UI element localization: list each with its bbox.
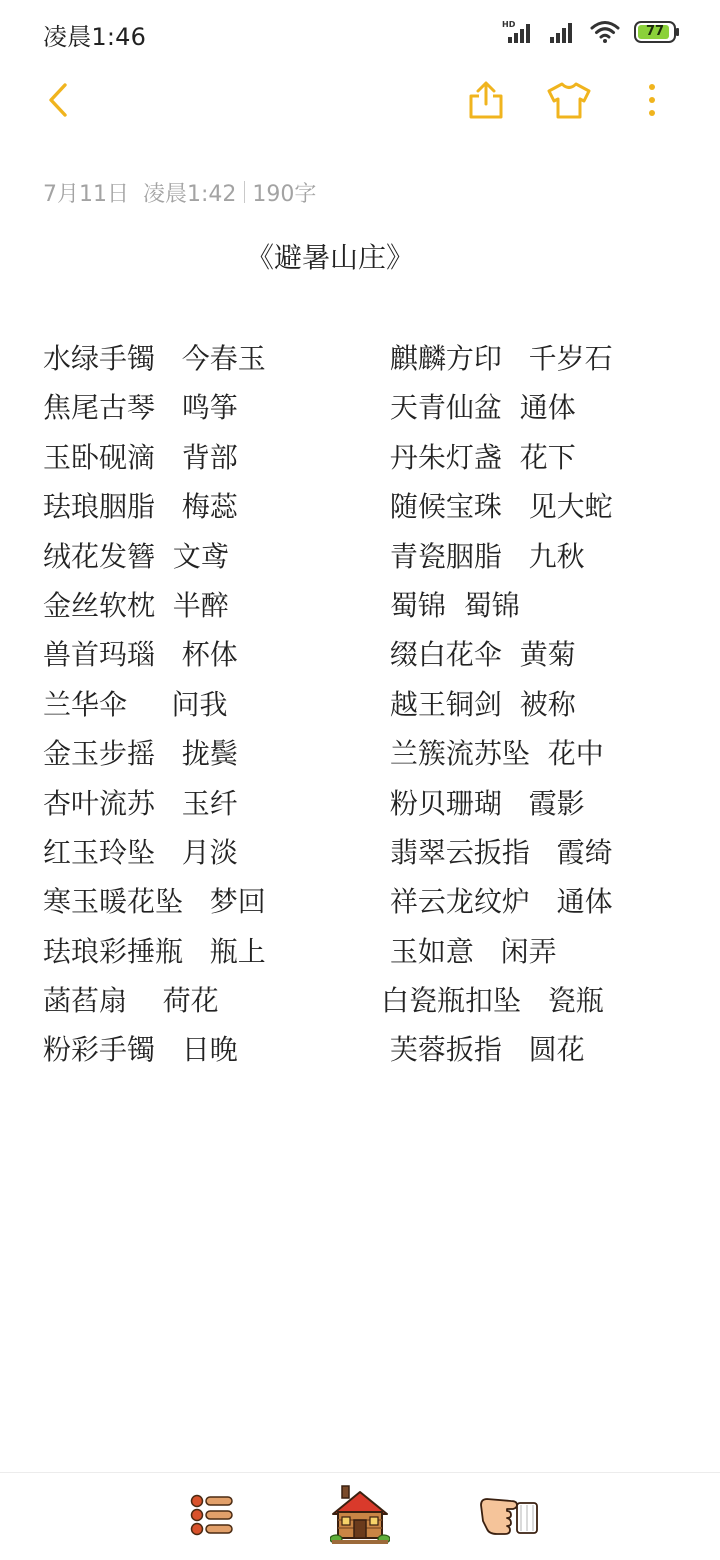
share-icon <box>466 80 506 120</box>
note-word-count: 190字 <box>252 181 317 207</box>
note-date: 7月11日 <box>43 181 129 207</box>
note-line: 越王铜剑 被称 <box>381 687 576 721</box>
theme-shirt-icon <box>547 80 591 120</box>
hd-signal-icon <box>502 19 534 45</box>
note-line: 兰簇流苏坠 花中 <box>381 737 604 771</box>
note-time: 凌晨1:42 <box>143 181 237 207</box>
status-icons <box>502 18 680 46</box>
battery-icon <box>634 21 680 43</box>
note-line: 金丝软枕 半醉 <box>43 588 229 622</box>
note-line: 蜀锦 蜀锦 <box>381 588 520 622</box>
status-time: 凌晨1:46 <box>43 23 147 51</box>
list-button[interactable] <box>180 1483 244 1547</box>
note-line: 绒花发簪 文鸢 <box>43 539 229 573</box>
note-line: 寒玉暖花坠 梦回 <box>43 885 266 919</box>
note-line: 水绿手镯 今春玉 <box>43 342 266 375</box>
back-button[interactable] <box>36 76 84 124</box>
note-line: 粉彩手镯 日晚 <box>43 1033 238 1067</box>
bottom-bar <box>0 1472 720 1560</box>
note-line: 菡萏扇 荷花 <box>43 984 219 1018</box>
back-icon <box>45 82 75 118</box>
theme-button[interactable] <box>545 76 593 124</box>
wifi-icon <box>590 20 620 44</box>
home-button[interactable] <box>328 1483 392 1547</box>
signal-icon <box>548 20 576 44</box>
note-meta <box>43 176 316 208</box>
pointer-button[interactable] <box>476 1483 540 1547</box>
pointing-hand-icon <box>477 1491 539 1539</box>
note-line: 芙蓉扳指 圆花 <box>381 1033 585 1067</box>
note-line: 玉卧砚滴 背部 <box>43 440 238 474</box>
note-line: 红玉玲坠 月淡 <box>43 835 238 869</box>
meta-divider <box>244 181 245 203</box>
battery-level: 77 <box>645 24 665 39</box>
note-line: 珐琅胭脂 梅蕊 <box>43 490 238 524</box>
note-line: 珐琅彩捶瓶 瓶上 <box>43 934 266 968</box>
note-line: 青瓷胭脂 九秋 <box>381 539 585 573</box>
status-bar <box>0 0 720 64</box>
list-icon <box>188 1491 236 1539</box>
note-line: 丹朱灯盏 花下 <box>381 440 576 474</box>
hd-label: HD <box>502 20 516 29</box>
note-line: 缀白花伞 黄菊 <box>381 638 576 672</box>
note-line: 随候宝珠 见大蛇 <box>381 490 613 524</box>
note-line: 玉如意 闲弄 <box>381 934 557 968</box>
note-title[interactable]: 《避暑山庄》 <box>245 241 414 274</box>
note-line: 翡翠云扳指 霞绮 <box>381 835 613 869</box>
share-button[interactable] <box>462 76 510 124</box>
note-line: 金玉步摇 拢鬓 <box>43 737 238 771</box>
note-line: 粉贝珊瑚 霞影 <box>381 786 585 820</box>
more-button[interactable] <box>628 76 676 124</box>
note-line: 杏叶流苏 玉纤 <box>43 786 238 820</box>
note-line: 天青仙盆 通体 <box>381 391 576 425</box>
note-line: 白瓷瓶扣坠 瓷瓶 <box>381 984 604 1018</box>
note-line: 兽首玛瑙 杯体 <box>43 638 238 672</box>
note-line: 祥云龙纹炉 通体 <box>381 885 613 919</box>
house-icon <box>330 1484 390 1546</box>
note-body-right-column[interactable] <box>381 334 701 1075</box>
more-icon <box>646 82 658 118</box>
note-line: 焦尾古琴 鸣筝 <box>43 391 238 425</box>
note-line: 兰华伞 问我 <box>43 687 228 721</box>
note-toolbar <box>0 64 720 134</box>
note-line: 麒麟方印 千岁石 <box>381 342 613 375</box>
note-body-left-column[interactable] <box>43 334 363 1075</box>
